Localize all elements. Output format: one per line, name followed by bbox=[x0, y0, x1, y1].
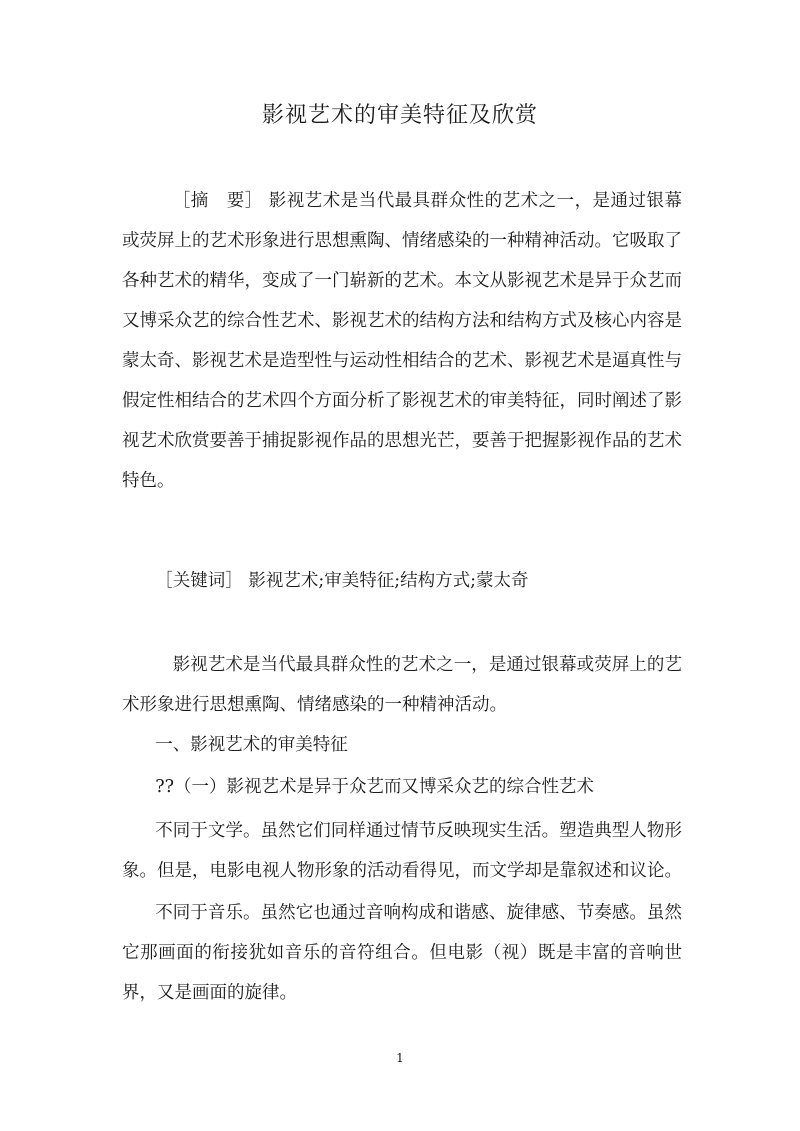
keywords-paragraph bbox=[122, 561, 682, 601]
abstract-label: ［摘 要］ bbox=[172, 191, 263, 211]
document-title: 影视艺术的审美特征及欣赏 bbox=[261, 103, 538, 128]
intro-paragraph: 影视艺术是当代最具群众性的艺术之一，是通过银幕或荧屏上的艺术形象进行思想熏陶、情绪感染的一种精神活动。 bbox=[122, 655, 682, 715]
music-paragraph: 不同于音乐。虽然它也通过音响构成和谐感、旋律感、节奏感。虽然它那画面的衔接犹如音乐的音符组合。但电影（视）既是丰富的音响世界，又是画面的旋律。 bbox=[122, 903, 682, 1003]
page-number: 1 bbox=[396, 1051, 404, 1065]
keywords-label: ［关键词］ bbox=[155, 571, 243, 591]
abstract-paragraph bbox=[122, 181, 682, 501]
abstract-text: 影视艺术是当代最具群众性的艺术之一，是通过银幕或荧屏上的艺术形象进行思想熏陶、情绪感染的一种精神活动。它吸取了各种艺术的精华，变成了一门崭新的艺术。本文从影视艺术是异于众艺而又博采众艺的综合性艺术、影视艺术的结构方法和结构方式及核心内容是蒙太奇、影视艺术是造型性与运动性相结合的艺术、影视艺术是逼真性与假定性相结合的艺术四个方面分析了影视艺术的审美特征，同时阐述了影视艺术欣赏要善于捕捉影视作品的思想光芒，要善于把握影视作品的艺术特色。 bbox=[122, 191, 683, 491]
keywords-text: 影视艺术;审美特征;结构方式;蒙太奇 bbox=[248, 571, 529, 591]
subsection-heading-1-1: ??（一）影视艺术是异于众艺而又博采众艺的综合性艺术 bbox=[155, 777, 595, 797]
literature-paragraph: 不同于文学。虽然它们同样通过情节反映现实生活。塑造典型人物形象。但是，电影电视人物形象的活动看得见，而文学却是靠叙述和议论。 bbox=[122, 821, 682, 881]
section-heading-1: 一、影视艺术的审美特征 bbox=[155, 735, 348, 755]
